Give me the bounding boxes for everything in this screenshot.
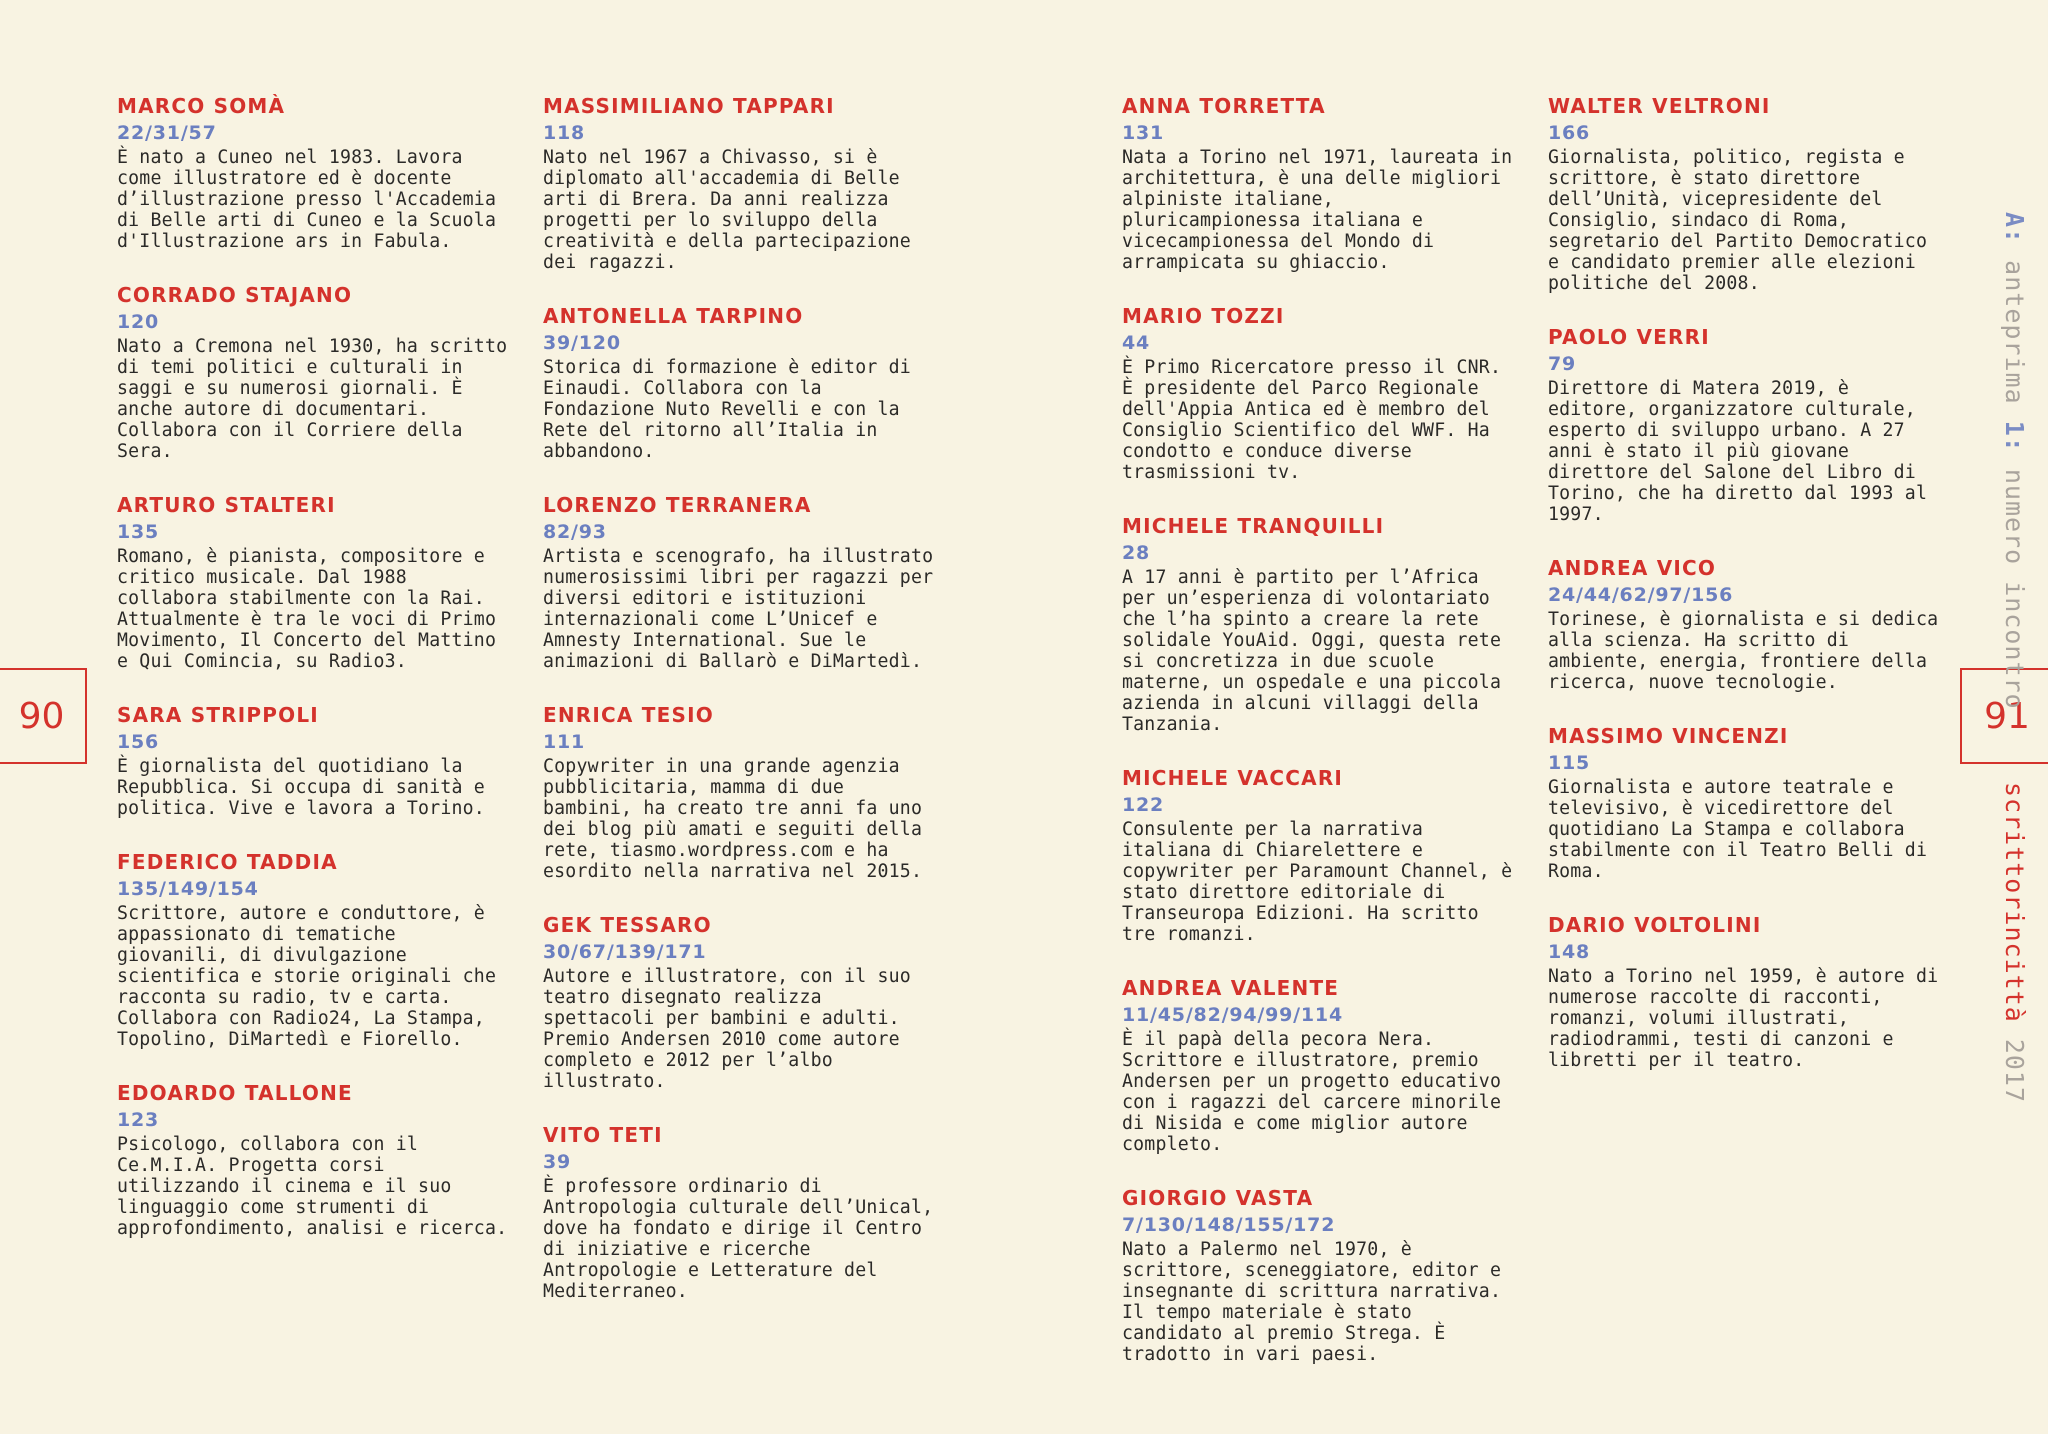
side-caption-brand (2000, 782, 2029, 1103)
author-bio: Artista e scenografo, ha illustrato numerosissimi libri per ragazzi per diversi editori e istituzioni internazionali come L’Unicef e Amnesty International. Sue le animazioni di Ballarò e DiMartedì. (543, 546, 934, 672)
author-pages: 7/130/148/155/172 (1122, 1214, 1336, 1236)
author-entry (543, 92, 943, 273)
author-bio: È Primo Ricercatore presso il CNR. È presidente del Parco Regionale dell'Appia Antica ed è membro del Consiglio Scientifico del WWF. Ha condotto e conduce diverse trasmissioni tv. (1122, 357, 1502, 483)
author-entry (1122, 302, 1517, 483)
author-pages: 82/93 (543, 521, 607, 543)
author-bio: È giornalista del quotidiano la Repubblica. Si occupa di sanità e politica. Vive e lavora a Torino. (117, 756, 485, 819)
author-pages: 122 (1122, 794, 1165, 816)
author-name: GIORGIO VASTA (1122, 1186, 1314, 1210)
author-name: SARA STRIPPOLI (117, 703, 319, 727)
author-entry (1122, 974, 1517, 1155)
author-entry (1122, 1184, 1517, 1365)
author-bio: Consulente per la narrativa italiana di Chiarelettere e copywriter per Paramount Channel, è stato direttore editoriale di Transeuropa Edizioni. Ha scritto tre romanzi. (1122, 819, 1513, 945)
author-entry (117, 92, 512, 252)
author-pages: 11/45/82/94/99/114 (1122, 1004, 1343, 1026)
issue-word: anteprima (2000, 244, 2029, 421)
author-pages: 115 (1548, 752, 1591, 774)
author-bio: È il papà della pecora Nera. Scrittore e illustratore, premio Andersen per un progetto educativo con i ragazzi del carcere minorile di Nisida e come miglior autore completo. (1122, 1029, 1502, 1155)
author-bio: Psicologo, collabora con il Ce.M.I.A. Progetta corsi utilizzando il cinema e il suo linguaggio come strumenti di approfondimento, analisi e ricerca. (117, 1134, 508, 1239)
author-entry (117, 701, 512, 819)
author-entry (1122, 512, 1517, 735)
author-name: ANNA TORRETTA (1122, 94, 1326, 118)
author-bio: Giornalista, politico, regista e scrittore, è stato direttore dell’Unità, vicepresidente del Consiglio, sindaco di Roma, segretario del Partito Democratico e candidato premier alle elezioni politiche del 2008. (1548, 147, 1928, 294)
column-2 (543, 92, 943, 1331)
author-name: ANDREA VICO (1548, 556, 1717, 580)
issue-number: 1: (2000, 420, 2029, 453)
author-entry (1548, 911, 1943, 1071)
author-pages: 123 (117, 1109, 160, 1131)
column-3 (1122, 92, 1517, 1394)
author-name: ARTURO STALTERI (117, 493, 336, 517)
author-bio: Scrittore, autore e conduttore, è appassionato di tematiche giovanili, di divulgazione scientifica e storie originali che racconta su radio, tv e carta. Collabora con Radio24, La Stampa, Topolino, DiMartedì e Fiorello. (117, 903, 497, 1050)
author-entry (117, 281, 512, 462)
author-entry (543, 1121, 943, 1302)
author-bio: Romano, è pianista, compositore e critico musicale. Dal 1988 collabora stabilmente con la Rai. Attualmente è tra le voci di Primo Movimento, Il Concerto del Mattino e Qui Comincia, su Radio3. (117, 546, 497, 672)
author-name: ANDREA VALENTE (1122, 976, 1340, 1000)
author-name: MASSIMO VINCENZI (1548, 724, 1789, 748)
author-name: ANTONELLA TARPINO (543, 304, 804, 328)
author-entry (1548, 323, 1943, 525)
author-bio: Copywriter in una grande agenzia pubblicitaria, mamma di due bambini, ha creato tre anni fa uno dei blog più amati e seguiti della rete, tiasmo.wordpress.com e ha esordito nella narrativa nel 2015. (543, 756, 923, 882)
author-pages: 24/44/62/97/156 (1548, 584, 1734, 606)
author-entry (1548, 722, 1943, 882)
author-entry (1548, 92, 1943, 294)
author-name: PAOLO VERRI (1548, 325, 1710, 349)
author-name: MICHELE TRANQUILLI (1122, 514, 1385, 538)
author-entry (117, 1079, 512, 1239)
brand-year: 2017 (2000, 1022, 2029, 1104)
author-name: WALTER VELTRONI (1548, 94, 1771, 118)
author-entry (1122, 92, 1517, 273)
author-bio: Storica di formazione è editor di Einaudi. Collabora con la Fondazione Nuto Revelli e con la Rete del ritorno all’Italia in abbandono. (543, 357, 911, 462)
author-bio: Nato nel 1967 a Chivasso, si è diplomato all'accademia di Belle arti di Brera. Da anni realizza progetti per lo sviluppo della creatività e della partecipazione dei ragazzi. (543, 147, 911, 273)
issue-subtitle: numero incontro (2000, 452, 2029, 710)
column-4 (1548, 92, 1943, 1100)
author-pages: 166 (1548, 122, 1591, 144)
issue-letter: A: (2000, 212, 2029, 245)
page-number-right: 91 (1960, 668, 2048, 764)
author-pages: 131 (1122, 122, 1165, 144)
author-bio: Giornalista e autore teatrale e televisivo, è vicedirettore del quotidiano La Stampa e collabora stabilmente con il Teatro Belli di Roma. (1548, 777, 1928, 882)
author-bio: Nato a Palermo nel 1970, è scrittore, sceneggiatore, editor e insegnante di scrittura narrativa. Il tempo materiale è stato candidato al premio Strega. È tradotto in vari paesi. (1122, 1239, 1502, 1365)
author-bio: Torinese, è giornalista e si dedica alla scienza. Ha scritto di ambiente, energia, frontiere della ricerca, nuove tecnologie. (1548, 609, 1939, 693)
author-name: MARIO TOZZI (1122, 304, 1285, 328)
brand-name: scrittorincittà (2000, 782, 2029, 1023)
author-name: DARIO VOLTOLINI (1548, 913, 1762, 937)
author-bio: Autore e illustratore, con il suo teatro disegnato realizza spettacoli per bambini e adulti. Premio Andersen 2010 come autore completo e 2012 per l’albo illustrato. (543, 966, 911, 1092)
column-1 (117, 92, 512, 1268)
author-entry (117, 491, 512, 672)
author-pages: 148 (1548, 941, 1591, 963)
author-pages: 111 (543, 731, 586, 753)
author-entry (543, 911, 943, 1092)
author-pages: 79 (1548, 353, 1577, 375)
author-pages: 22/31/57 (117, 122, 217, 144)
author-name: VITO TETI (543, 1123, 663, 1147)
author-bio: È nato a Cuneo nel 1983. Lavora come illustratore ed è docente d’illustrazione presso l'Accademia di Belle arti di Cuneo e la Scuola d'Illustrazione ars in Fabula. (117, 147, 497, 252)
author-pages: 120 (117, 311, 160, 333)
side-caption-issue (2000, 212, 2029, 710)
author-pages: 156 (117, 731, 160, 753)
author-bio: Direttore di Matera 2019, è editore, organizzatore culturale, esperto di sviluppo urbano. A 27 anni è stato il più giovane direttore del Salone del Libro di Torino, che ha diretto dal 1993 al 1997. (1548, 378, 1928, 525)
author-pages: 135/149/154 (117, 878, 259, 900)
author-entry (543, 701, 943, 882)
page-number-left: 90 (0, 668, 87, 764)
author-pages: 118 (543, 122, 586, 144)
author-entry (543, 491, 943, 672)
author-name: EDOARDO TALLONE (117, 1081, 353, 1105)
author-name: ENRICA TESIO (543, 703, 714, 727)
author-pages: 135 (117, 521, 160, 543)
author-name: FEDERICO TADDIA (117, 850, 338, 874)
author-pages: 39/120 (543, 332, 621, 354)
author-pages: 30/67/139/171 (543, 941, 707, 963)
author-name: GEK TESSARO (543, 913, 712, 937)
author-bio: Nata a Torino nel 1971, laureata in architettura, è una delle migliori alpiniste italiane, pluricampionessa italiana e vicecampionessa del Mondo di arrampicata su ghiaccio. (1122, 147, 1513, 273)
author-bio: Nato a Torino nel 1959, è autore di numerose raccolte di racconti, romanzi, volumi illustrati, radiodrammi, testi di canzoni e libretti per il teatro. (1548, 966, 1939, 1071)
author-pages: 39 (543, 1151, 572, 1173)
author-name: CORRADO STAJANO (117, 283, 353, 307)
author-bio: È professore ordinario di Antropologia culturale dell’Unical, dove ha fondato e dirige il Centro di iniziative e ricerche Antropologie e Letterature del Mediterraneo. (543, 1176, 934, 1302)
author-entry (543, 302, 943, 462)
author-bio: A 17 anni è partito per l’Africa per un’esperienza di volontariato che l’ha spinto a creare la rete solidale YouAid. Oggi, questa rete si concretizza in due scuole materne, un ospedale e una piccola azienda in alcuni villaggi della Tanzania. (1122, 567, 1502, 735)
author-name: LORENZO TERRANERA (543, 493, 812, 517)
author-name: MASSIMILIANO TAPPARI (543, 94, 835, 118)
author-bio: Nato a Cremona nel 1930, ha scritto di temi politici e culturali in saggi e su numerosi giornali. È anche autore di documentari. Collabora con il Corriere della Sera. (117, 336, 508, 462)
author-entry (117, 848, 512, 1050)
author-name: MICHELE VACCARI (1122, 766, 1344, 790)
author-entry (1122, 764, 1517, 945)
author-pages: 44 (1122, 332, 1151, 354)
author-pages: 28 (1122, 542, 1151, 564)
author-entry (1548, 554, 1943, 693)
author-name: MARCO SOMÀ (117, 94, 286, 118)
